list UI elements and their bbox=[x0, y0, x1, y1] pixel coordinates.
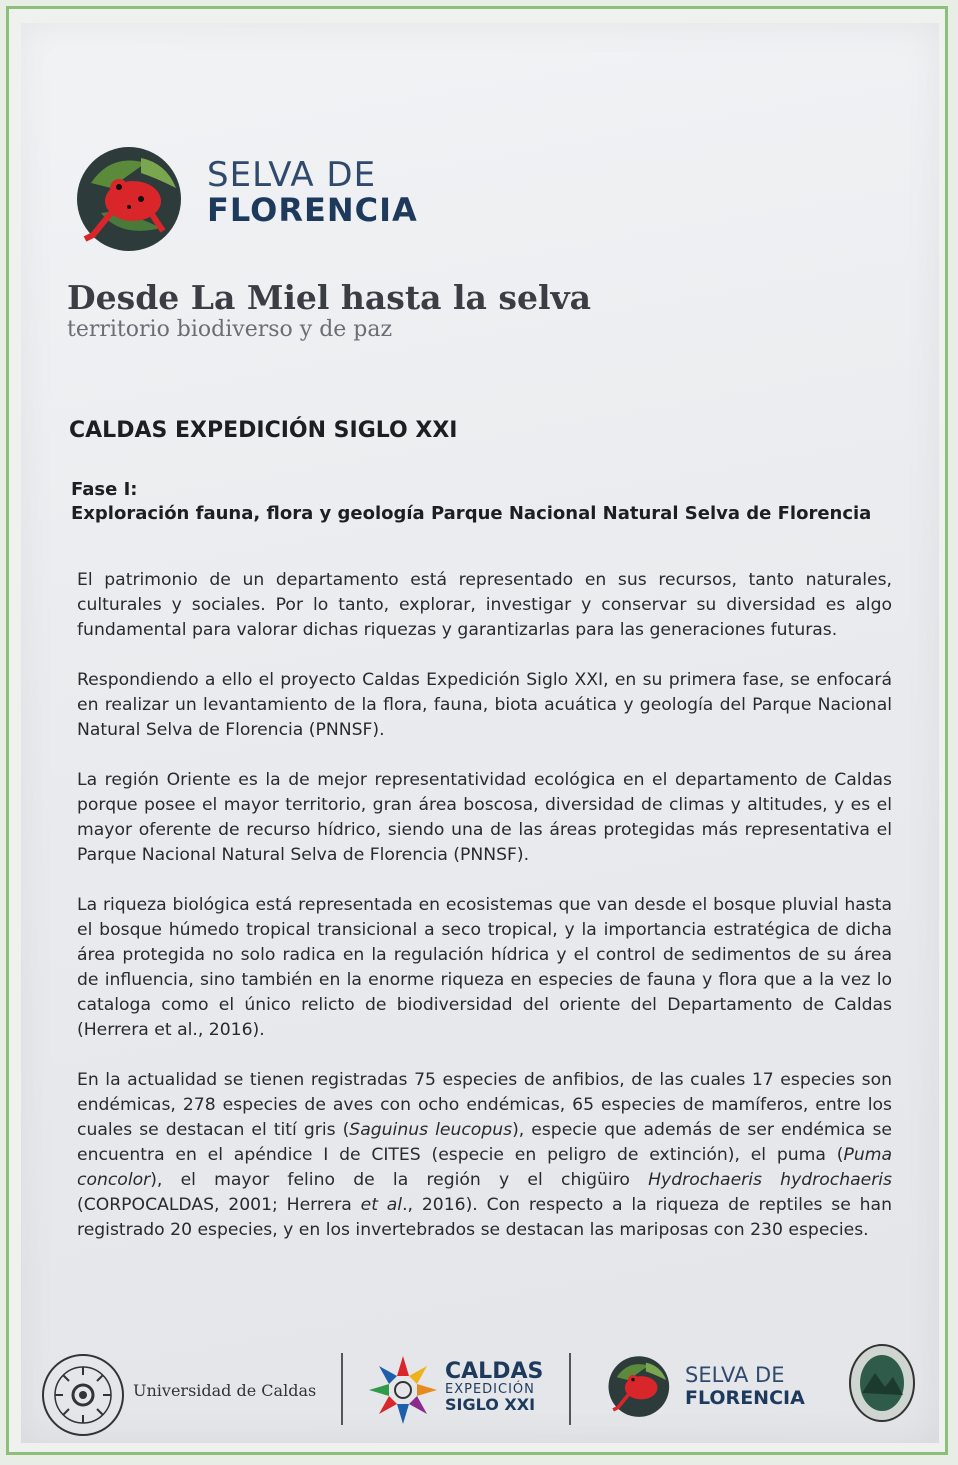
selva-de-florencia-logo bbox=[71, 143, 431, 253]
footer-logos bbox=[21, 1333, 939, 1443]
caldas-expedition-logo-text bbox=[445, 1361, 543, 1414]
p5-text-5: ., 2016). Con respecto a la riqueza de reptiles se han registrado 20 especies, y en los invertebrados se destacan las mariposas con 230 especies. bbox=[77, 1195, 892, 1240]
page-heading bbox=[67, 278, 591, 342]
paragraph-4: La riqueza biológica está representada en ecosistemas que van desde el bosque pluvial hasta el bosque húmedo tropical transicional a seco tropical, y la importancia estratégica de dicha área protegida no solo radica en la regulación hídrica y el control de sedimentos de su área de influencia, sino también en la enorme riqueza en especies de fauna y flora que a la vez lo cataloga como el único relicto de biodiversidad del oriente del Departamento de Caldas (Herrera et al., 2016). bbox=[77, 895, 892, 1040]
p5-italic-3: Hydrochaeris hydrochaeris bbox=[648, 1170, 892, 1190]
university-seal-icon bbox=[41, 1353, 125, 1437]
document-title: CALDAS EXPEDICIÓN SIGLO XXI bbox=[69, 418, 458, 443]
logo-line-1: SELVA DE bbox=[207, 155, 377, 195]
p5-italic-4: et al bbox=[360, 1195, 403, 1215]
footer-divider bbox=[569, 1353, 571, 1425]
p5-italic-1: Saguinus leucopus bbox=[349, 1120, 513, 1140]
footer-selva-line-2: FLORENCIA bbox=[685, 1387, 805, 1409]
document-page bbox=[21, 23, 939, 1443]
paragraph-2: Respondiendo a ello el proyecto Caldas Expedición Siglo XXI, en su primera fase, se enfocará en realizar un levantamiento de la flora, fauna, biota acuática y geología del Parque Nacional Natural Selva de Florencia (PNNSF). bbox=[77, 670, 892, 740]
p5-text-2: ), especie que además de ser endémica se encuentra en el apéndice I de CITES (especie en peligro de extinción), el puma ( bbox=[77, 1120, 892, 1165]
red-frog-icon bbox=[71, 143, 191, 253]
red-frog-icon bbox=[605, 1351, 675, 1421]
paragraph-5 bbox=[77, 1068, 892, 1243]
p5-text-1: En la actualidad se tienen registradas 75 especies de anfibios, de las cuales 17 especies son endémicas, 278 especies de aves con ocho endémicas, 65 especies de mamíferos, entre los cuales se destacan el tití gris ( bbox=[77, 1070, 892, 1140]
heading-sub: territorio biodiverso y de paz bbox=[67, 317, 393, 342]
paragraph-1: El patrimonio de un departamento está representado en sus recursos, tanto naturales, culturales y sociales. Por lo tanto, explorar, investigar y conservar su diversidad es algo fundamental para valorar dichas riquezas y garantizarlas para las generaciones futuras. bbox=[77, 570, 892, 640]
p5-text-4: (CORPOCALDAS, 2001; Herrera bbox=[77, 1195, 361, 1215]
caldas-line-3: SIGLO XXI bbox=[445, 1395, 536, 1414]
heading-main: Desde La Miel hasta la selva bbox=[67, 278, 592, 317]
p5-text-3: ), el mayor felino de la región y el chigüiro bbox=[150, 1170, 649, 1190]
selva-de-florencia-footer-logo bbox=[605, 1351, 815, 1423]
footer-divider bbox=[341, 1353, 343, 1425]
caldas-expedition-star-icon bbox=[366, 1353, 440, 1427]
university-name: Universidad de Caldas bbox=[133, 1381, 317, 1400]
body-text bbox=[77, 568, 892, 1268]
paragraph-3: La región Oriente es la de mejor representatividad ecológica en el departamento de Caldas porque posee el mayor territorio, gran área boscosa, diversidad de climas y altitudes, y es el mayor oferente de recurso hídrico, siendo una de las áreas protegidas más representativa el Parque Nacional Natural Selva de Florencia (PNNSF). bbox=[77, 770, 892, 865]
footer-selva-line-1: SELVA DE bbox=[685, 1363, 785, 1387]
phase-label: Fase I: bbox=[71, 479, 138, 500]
national-park-badge-icon bbox=[847, 1343, 917, 1423]
logo-line-2: FLORENCIA bbox=[207, 191, 418, 229]
phase-heading bbox=[71, 478, 871, 526]
phase-description: Exploración fauna, flora y geología Parque Nacional Natural Selva de Florencia bbox=[71, 503, 872, 524]
p5-italic-2: Puma concolor bbox=[77, 1145, 892, 1190]
image-frame bbox=[6, 6, 948, 1455]
caldas-line-1: CALDAS bbox=[445, 1359, 544, 1384]
caldas-line-2: EXPEDICIÓN bbox=[445, 1382, 535, 1397]
